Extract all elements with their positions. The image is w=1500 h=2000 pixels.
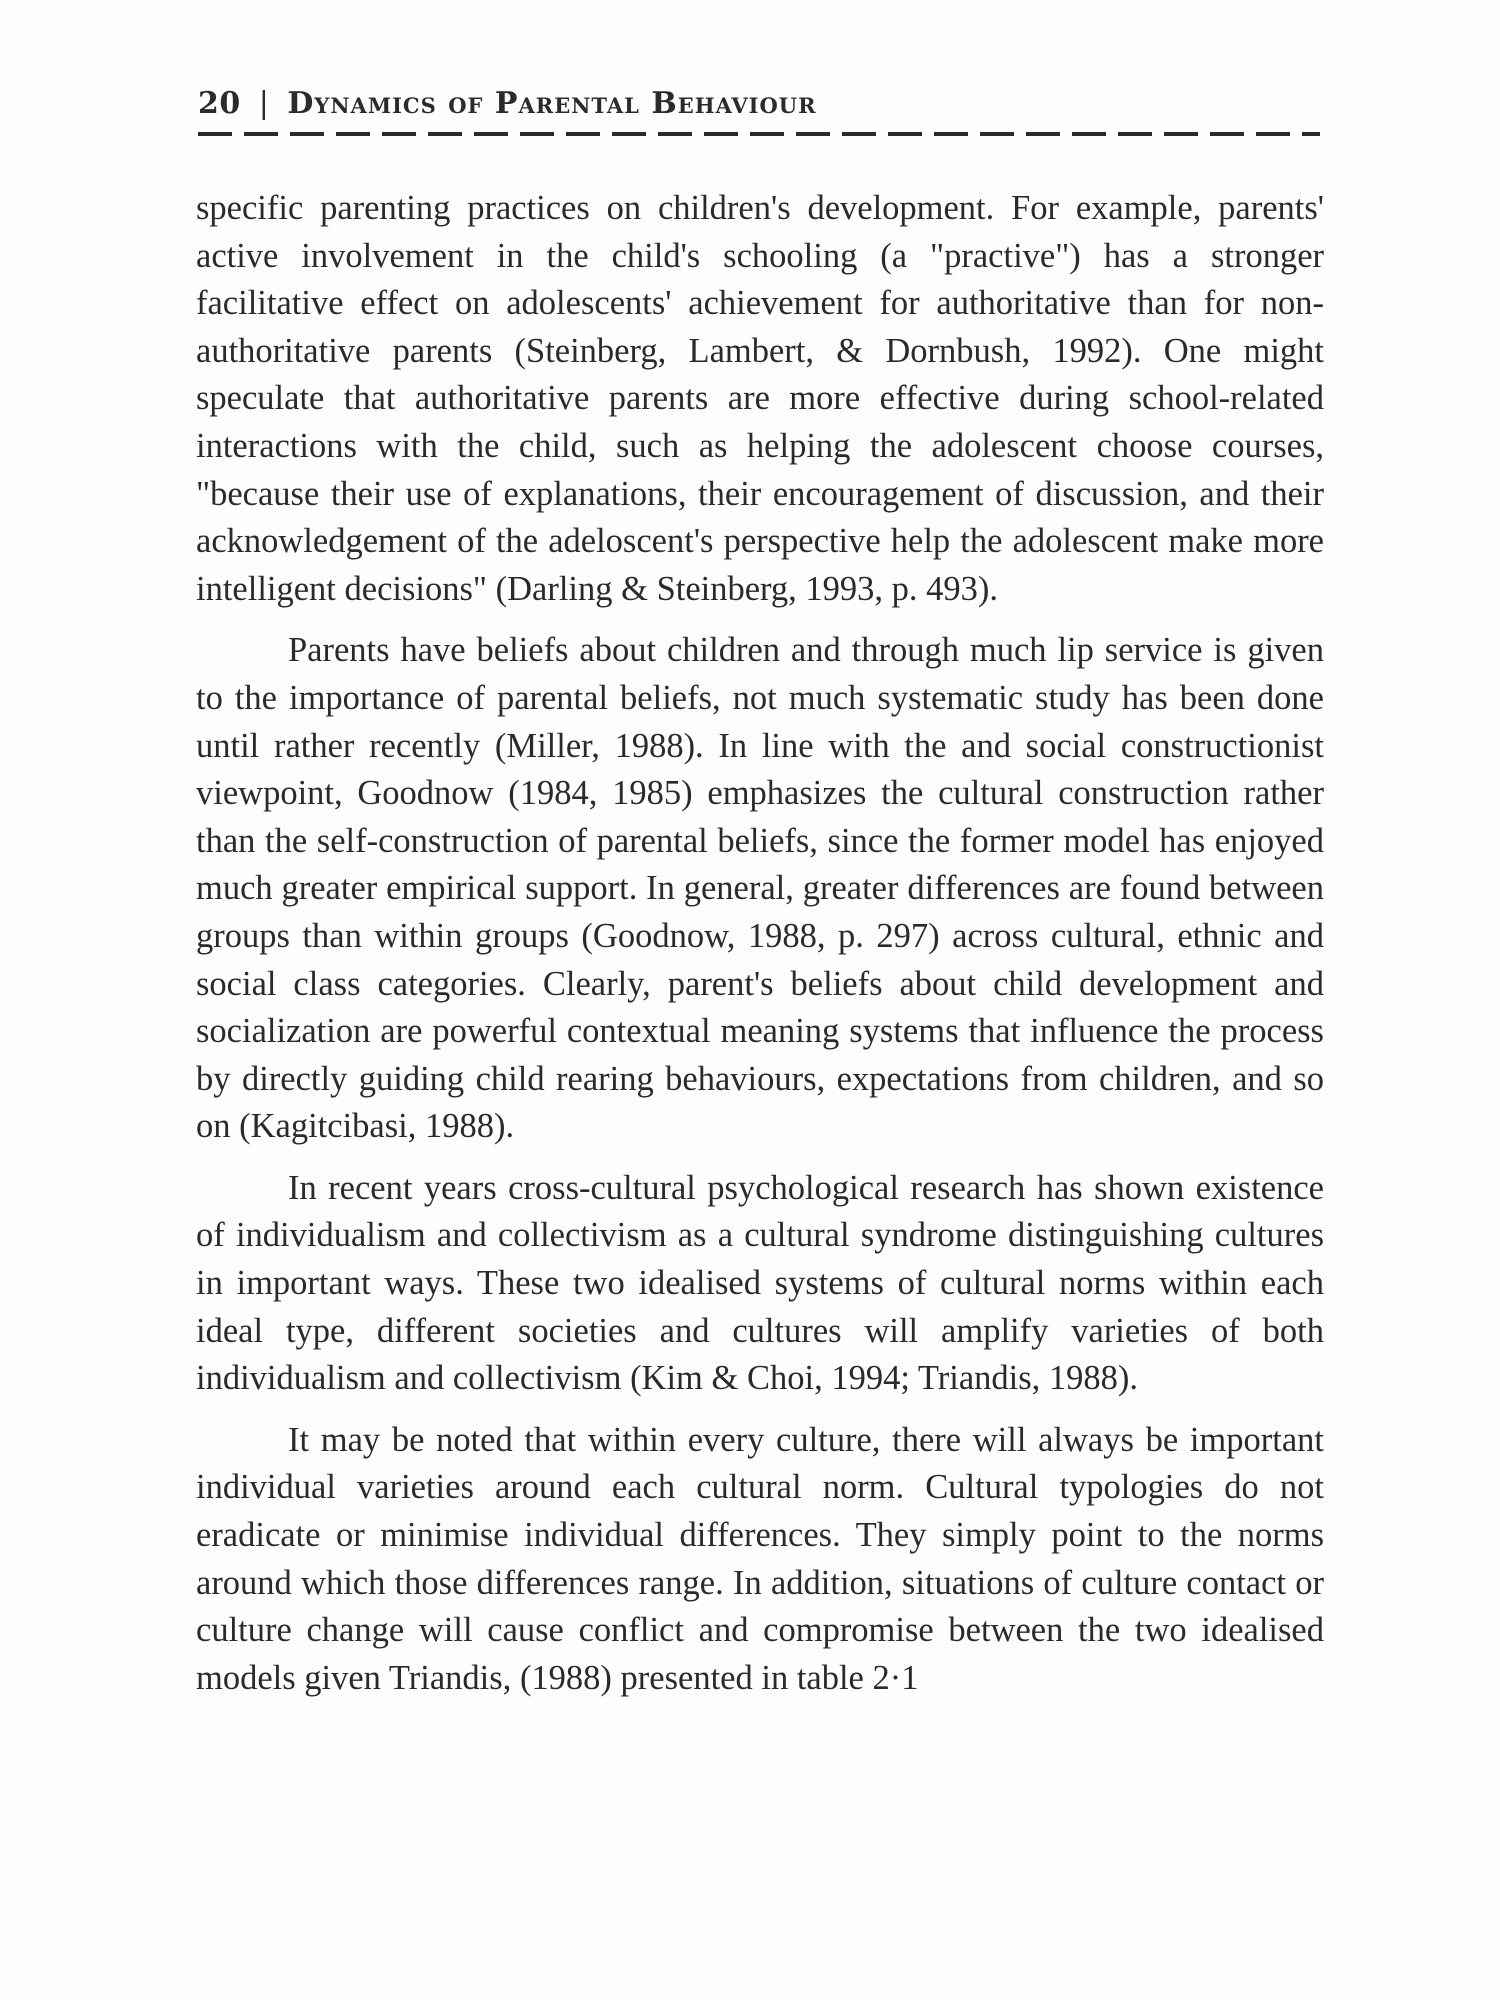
running-head	[198, 86, 1318, 121]
paragraph-continued: specific parenting practices on children's development. For example, parents' active involvement in the child's schooling (a "practive") has a stronger facilitative effect on adolescents' achievement for authoritative than for non-authoritative parents (Steinberg, Lambert, & Dornbush, 1992). One might speculate that authoritative parents are more effective during school-related interactions with the child, such as helping the adolescent choose courses, "because their use of explanations, their encouragement of discussion, and their acknowledgement of the adeloscent's perspective help the adolescent make more intelligent decisions" (Darling & Steinberg, 1993, p. 493).	[196, 189, 1324, 608]
body-text	[196, 185, 1324, 1716]
paragraph-individual-varieties: It may be noted that within every culture, there will always be important individual varieties around each cultural norm. Cultural typologies do not eradicate or minimise individual differences. They simply point to the norms around which those differences range. In addition, situations of culture contact or culture change will cause conflict and compromise between the two idealised models given Triandis, (1988) presented in table 2·1	[196, 1420, 1324, 1697]
paragraph-individualism-collectivism: In recent years cross-cultural psychological research has shown existence of individualism and collectivism as a cultural syndrome distinguishing cultures in important ways. These two idealised systems of cultural norms within each ideal type, different societies and cultures will amplify varieties of both individualism and collectivism (Kim & Choi, 1994; Triandis, 1988).	[196, 1168, 1324, 1398]
header-separator: |	[258, 86, 270, 121]
paragraph-parental-beliefs: Parents have beliefs about children and through much lip service is given to the importance of parental beliefs, not much systematic study has been done until rather recently (Miller, 1988). In line with the and social constructionist viewpoint, Goodnow (1984, 1985) emphasizes the cultural construction rather than the self-construction of parental beliefs, since the former model has enjoyed much greater empirical support. In general, greater differences are found between groups than within groups (Goodnow, 1988, p. 297) across cultural, ethnic and social class categories. Clearly, parent's beliefs about child development and socialization are powerful contextual meaning systems that influence the process by directly guiding child rearing behaviours, expectations from children, and so on (Kagitcibasi, 1988).	[196, 631, 1324, 1146]
page-number: 20	[198, 86, 241, 121]
header-dashed-rule	[198, 132, 1320, 136]
running-title: Dynamics of Parental Behaviour	[287, 86, 817, 121]
